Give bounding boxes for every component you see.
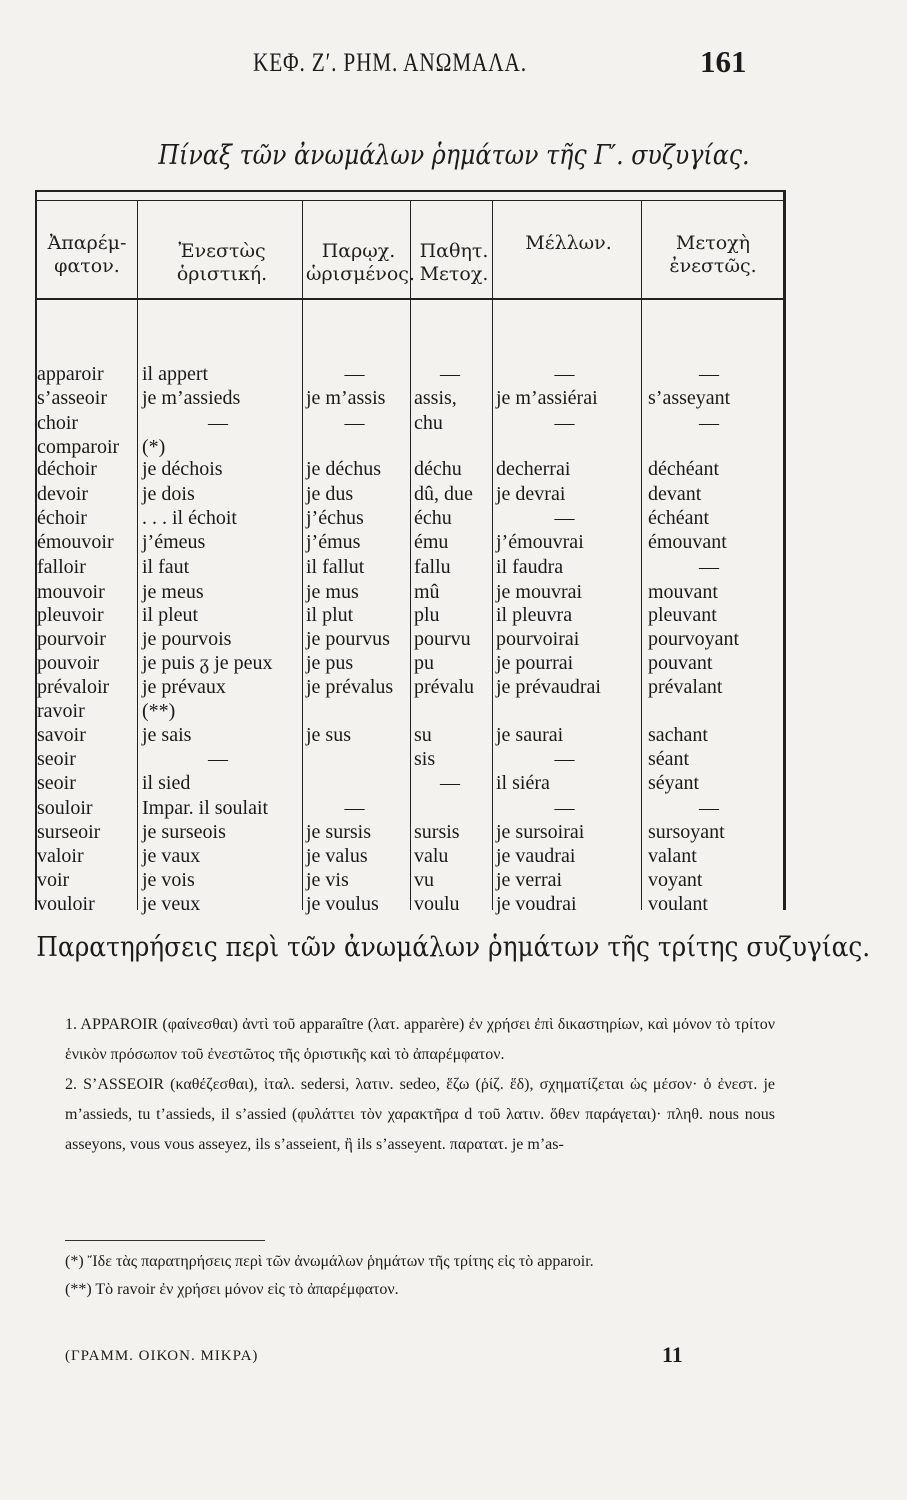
table-cell: Impar. il soulait: [142, 797, 269, 819]
table-cell: dû, due: [414, 483, 473, 505]
table-cell: je sursis: [306, 821, 371, 843]
table-cell: —: [699, 412, 719, 434]
table-cell: je pourrai: [496, 652, 574, 674]
table-cell: vouloir: [37, 893, 95, 915]
table-cell: sis: [414, 748, 436, 770]
table-cell: émouvoir: [37, 531, 114, 553]
table-cell: valu: [414, 845, 449, 867]
footnotes: [65, 1248, 775, 1304]
table-cell: j’émeus: [142, 531, 206, 553]
table-cell: —: [554, 363, 575, 385]
table-cell: échu: [414, 507, 452, 529]
table-cell: voir: [37, 869, 70, 891]
table-cell: (**): [142, 700, 176, 722]
table-cell: sachant: [648, 724, 708, 746]
signature-mark: (ΓΡΑΜΜ. ΟΙΚΟΝ. ΜΙΚΡΑ): [65, 1348, 259, 1364]
table-cell: —: [440, 772, 460, 794]
table-cell: —: [208, 412, 228, 434]
column-header: Ἀπαρέμ-φατον.: [47, 232, 127, 277]
table-cell: comparoir: [37, 436, 120, 458]
table-cell: je prévaudrai: [496, 676, 601, 698]
table-cell: je puis ᵹ je peux: [142, 652, 273, 674]
table-cell: je voulus: [306, 893, 379, 915]
table-cell: je meus: [142, 581, 204, 603]
column-header: Ἐνεστὼς ὁριστική.: [176, 240, 268, 285]
col-divider-1: [137, 200, 138, 910]
table-cell: pourvoyant: [648, 628, 740, 650]
table-cell: mouvoir: [37, 581, 105, 603]
table-cell: je pourvois: [142, 628, 232, 650]
table-cell: je mus: [306, 581, 359, 603]
table-cell: j’échus: [306, 507, 364, 529]
table-cell: pouvant: [648, 652, 713, 674]
running-title: ΚΕΦ. Ζ′. ΡΗΜ. ΑΝΩΜΑΛΑ.: [253, 48, 527, 77]
table-cell: je mouvrai: [496, 581, 583, 603]
table-caption-text: Πίναξ τῶν ἀνωμάλων ῥημάτων τῆς Γ′. συζυγίας.: [157, 140, 750, 171]
table-cell: mû: [414, 581, 440, 603]
table-cell: voulu: [414, 893, 460, 915]
table-cell: souloir: [37, 797, 93, 819]
section-heading: [0, 930, 907, 966]
paragraph-asseoir: 2. S’ASSEOIR (καθέζεσθαι), ἰταλ. sedersi, λατιν. sedeo, ἕζω (ῥίζ. ἕδ), σχηματίζεται ὡς μέσον· ὁ ἐνεστ. je m’assieds, tu t’assieds, il s’assied (φυλάττει τὸν χαρακτῆρα d τοῦ λατιν. ὅθεν παράγεται)· πληθ. nous nous asseyons, vous vous asseyez, ils s’asseient, ἢ ils s’asseyent. παρατατ. je m’as-: [65, 1076, 775, 1153]
table-cell: pleuvant: [648, 604, 717, 626]
col-divider-5: [641, 200, 642, 910]
table-cell: mouvant: [648, 581, 718, 603]
table-cell: sursoyant: [648, 821, 725, 843]
table-cell: falloir: [37, 556, 86, 578]
table-cell: il plut: [306, 604, 354, 626]
table-cell: valant: [648, 845, 697, 867]
body-text: [65, 1010, 775, 1160]
table-cell: sursis: [414, 821, 460, 843]
table-cell: il pleut: [142, 604, 199, 626]
table-cell: il siéra: [496, 772, 550, 794]
table-cell: il sied: [142, 772, 191, 794]
table-cell: pu: [414, 652, 434, 674]
page-number: 161: [700, 44, 747, 79]
table-cell: —: [344, 412, 365, 434]
table-cell: je m’assis: [306, 387, 386, 409]
table-cell: je voudrai: [496, 893, 577, 915]
table-caption: [0, 140, 907, 171]
table-cell: devoir: [37, 483, 89, 505]
table-cell: prévalu: [414, 676, 474, 698]
table-cell: devant: [648, 483, 702, 505]
table-cell: pouvoir: [37, 652, 100, 674]
table-cell: je déchois: [142, 458, 223, 480]
table-cell: voulant: [648, 893, 708, 915]
table-cell: déchéant: [648, 458, 720, 480]
table-cell: je vaux: [142, 845, 201, 867]
table-cell: s’asseyant: [648, 387, 731, 409]
table-cell: je dus: [306, 483, 354, 505]
section-heading-text: Παρατηρήσεις περὶ τῶν ἀνωμάλων ῥημάτων τῆς τρίτης συζυγίας.: [36, 932, 871, 963]
table-cell: prévaloir: [37, 676, 110, 698]
table-cell: pourvoirai: [496, 628, 580, 650]
table-cell: —: [344, 797, 365, 819]
table-cell: j’émouvrai: [496, 531, 584, 553]
table-cell: —: [699, 797, 719, 819]
signature-number: 11: [662, 1342, 683, 1367]
table-cell: seoir: [37, 748, 76, 770]
table-cell: il appert: [142, 363, 209, 385]
table-cell: il faut: [142, 556, 190, 578]
table-cell: ravoir: [37, 700, 85, 722]
table-cell: —: [440, 363, 460, 385]
table-cell: decherrai: [496, 458, 571, 480]
table-cell: j’émus: [306, 531, 361, 553]
table-cell: je sus: [306, 724, 351, 746]
table-cell: —: [554, 412, 575, 434]
table-cell: —: [699, 556, 719, 578]
table-cell: je prévaux: [142, 676, 226, 698]
table-cell: je dois: [142, 483, 195, 505]
col-divider-3: [410, 200, 411, 910]
table-cell: valoir: [37, 845, 84, 867]
table-cell: je vois: [142, 869, 195, 891]
table-cell: choir: [37, 412, 79, 434]
table-cell: plu: [414, 604, 440, 626]
table-cell: ému: [414, 531, 449, 553]
table-cell: seoir: [37, 772, 76, 794]
table-cell: déchu: [414, 458, 462, 480]
column-header: Παρῳχ. ὡρισμένος.: [306, 240, 415, 285]
footnote-divider: [65, 1240, 265, 1241]
table-cell: il pleuvra: [496, 604, 573, 626]
table-cell: je pus: [306, 652, 354, 674]
column-header: Μετοχὴ ἐνεστῶς.: [669, 232, 757, 277]
table-cell: il faudra: [496, 556, 564, 578]
table-cell: je surseois: [142, 821, 226, 843]
col-divider-4: [492, 200, 493, 910]
table-cell: s’asseoir: [37, 387, 107, 409]
table-cell: —: [554, 748, 575, 770]
table-cell: je saurai: [496, 724, 564, 746]
table-cell: vu: [414, 869, 434, 891]
table-cell: je m’assiérai: [496, 387, 598, 409]
table-top-rule: [35, 190, 785, 192]
table-cell: je vaudrai: [496, 845, 576, 867]
table-cell: —: [554, 507, 575, 529]
table-cell: je pourvus: [306, 628, 390, 650]
table-cell: je m’assieds: [142, 387, 241, 409]
table-cell: chu: [414, 412, 443, 434]
table-cell: —: [208, 748, 228, 770]
table-cell: apparoir: [37, 363, 104, 385]
table-cell: —: [699, 363, 719, 385]
table-cell: échéant: [648, 507, 710, 529]
table-cell: fallu: [414, 556, 451, 578]
table-cell: émouvant: [648, 531, 727, 553]
table-cell: su: [414, 724, 432, 746]
table-cell: pourvu: [414, 628, 471, 650]
table-cell: je prévalus: [306, 676, 394, 698]
table-cell: je veux: [142, 893, 201, 915]
table-right-border: [783, 190, 786, 910]
table-cell: je vis: [306, 869, 349, 891]
table-cell: échoir: [37, 507, 87, 529]
paragraph-apparoir: 1. APPAROIR (φαίνεσθαι) ἀντὶ τοῦ apparaître (λατ. apparère) ἐν χρήσει ἐπὶ δικαστηρίων, καὶ μόνον τὸ τρίτον ἑνικὸν πρόσωπον τοῦ ἐνεστῶτος τῆς ὁριστικῆς καὶ τὸ ἀπαρέμφατον.: [65, 1016, 775, 1063]
running-head: [0, 44, 907, 84]
table-cell: assis,: [414, 387, 457, 409]
column-header: Μέλλων.: [525, 232, 612, 254]
table-cell: déchoir: [37, 458, 97, 480]
table-cell: —: [554, 797, 575, 819]
table-cell: je déchus: [306, 458, 381, 480]
table-cell: je devrai: [496, 483, 566, 505]
table-cell: . . . il échoit: [142, 507, 237, 529]
table-cell: je verrai: [496, 869, 563, 891]
table-cell: prévalant: [648, 676, 723, 698]
table-cell: (*): [142, 436, 166, 458]
table-cell: pleuvoir: [37, 604, 104, 626]
table-cell: je sursoirai: [496, 821, 585, 843]
col-divider-2: [302, 200, 303, 910]
table-cell: —: [344, 363, 365, 385]
table-cell: savoir: [37, 724, 86, 746]
table-cell: il fallut: [306, 556, 365, 578]
table-cell: pourvoir: [37, 628, 106, 650]
footnote-1: (*) Ἴδε τὰς παρατηρήσεις περὶ τῶν ἀνωμάλων ῥημάτων τῆς τρίτης εἰς τὸ apparoir.: [65, 1253, 594, 1270]
table-cell: séant: [648, 748, 690, 770]
table-cell: surseoir: [37, 821, 101, 843]
column-header: Παθητ. Μετοχ.: [419, 240, 489, 285]
table-cell: voyant: [648, 869, 703, 891]
table-cell: je sais: [142, 724, 192, 746]
table-cell: je valus: [306, 845, 368, 867]
table-cell: séyant: [648, 772, 700, 794]
footnote-2: (**) Τὸ ravoir ἐν χρήσει μόνον εἰς τὸ ἀπαρέμφατον.: [65, 1281, 399, 1298]
